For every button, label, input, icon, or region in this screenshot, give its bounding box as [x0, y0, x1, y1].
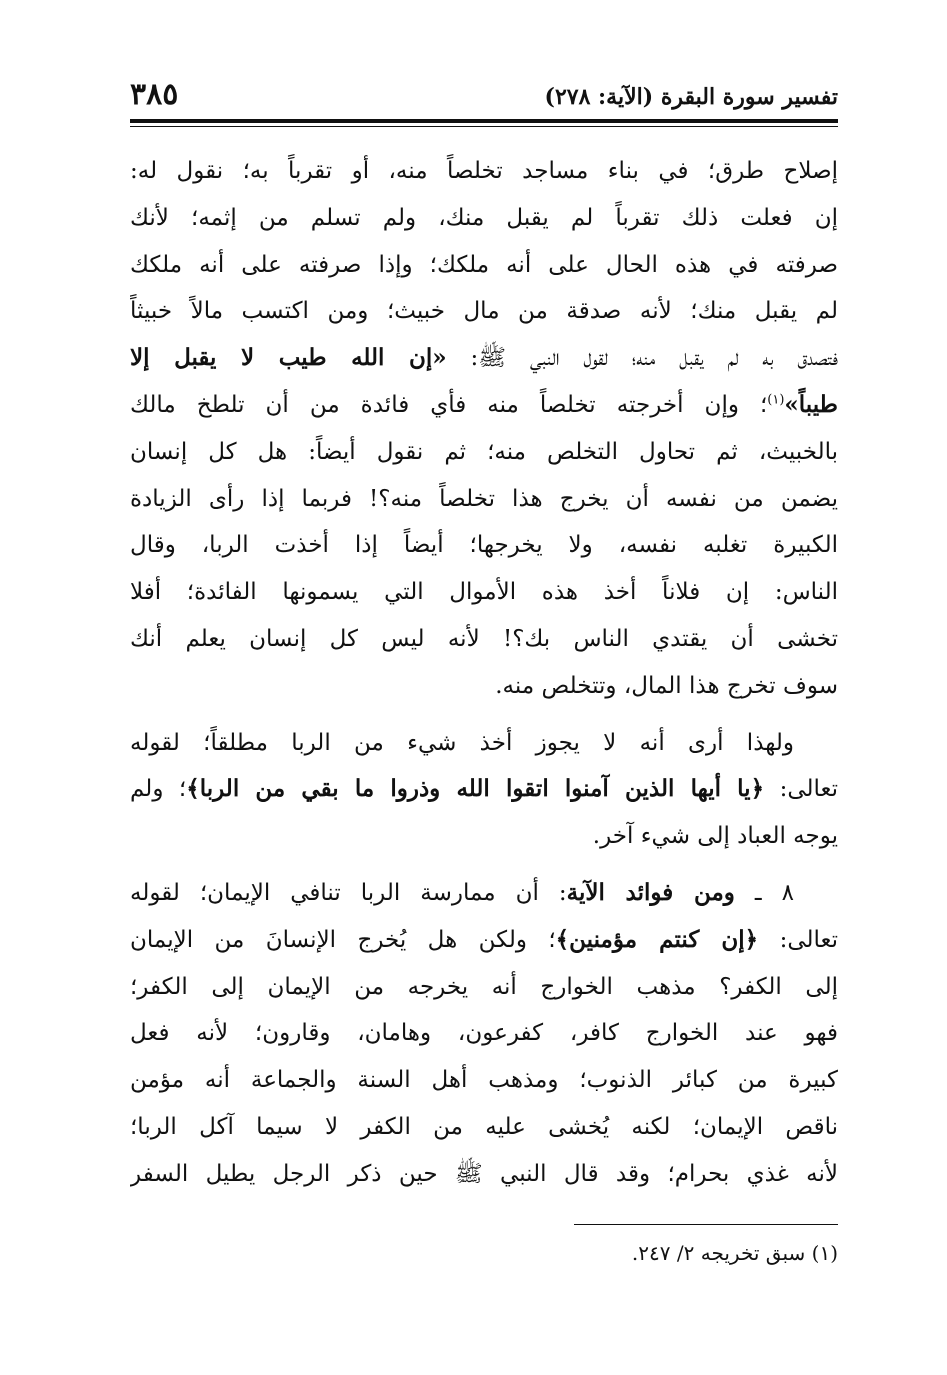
page-header: [130, 76, 838, 116]
text-line: الكبيرة تغلبه نفسه، ولا يخرجها؛ أيضاً إذا أخذت الربا، وقال: [130, 532, 838, 559]
text-run: ؛ وإن أخرجته تخلصاً منه فأي فائدة من أن تلطخ مالك: [130, 391, 768, 418]
text-line: بالخبيث، ثم تحاول التخلص منه؛ ثم نقول أيضاً: هل كل إنسان: [130, 438, 838, 465]
header-rule-thick: [130, 119, 838, 123]
text-line: يضمن من نفسه أن يخرج هذا تخلصاً منه؟! فربما إذا رأى الزيادة: [130, 485, 838, 512]
quran-verse: ﴿إن كنتم مؤمنين﴾: [555, 925, 759, 953]
text-run: تعالى:: [758, 926, 838, 953]
header-rule-thin: [130, 126, 838, 127]
text-line: سوف تخرج هذا المال، وتتخلص منه.: [495, 672, 838, 699]
text-run: ؛ ولكن هل يُخرج الإنسانَ من الإيمان: [130, 926, 556, 953]
paragraph-3: [130, 870, 838, 1198]
paragraph-gap: [130, 860, 838, 870]
text-line: صرفته في هذه الحال على أنه ملكك؛ وإذا صرفته على أنه ملكك: [130, 251, 838, 278]
footnote-rule: [574, 1224, 838, 1225]
section-heading: ومن فوائد الآية: [566, 878, 735, 906]
text-line: الناس: إن فلاناً أخذ هذه الأموال التي يسمونها الفائدة؛ أفلا: [130, 579, 838, 606]
text-run: ٨ ـ: [734, 879, 794, 906]
text-line: فهو عند الخوارج كافر، كفرعون، وهامان، وقارون؛ لأنه فعل: [130, 1020, 838, 1047]
text-line: [130, 917, 838, 964]
paragraph-gap: [130, 710, 838, 720]
hadith-quote-end: طيباً»: [784, 390, 838, 418]
running-title: تفسير سورة البقرة (الآية: ٢٧٨): [544, 84, 838, 110]
text-run: ؛ ولم: [130, 776, 187, 803]
text-line: يوجه العباد إلى شيء آخر.: [592, 823, 838, 850]
text-line: لم يقبل منك؛ لأنه صدقة من مال خبيث؛ ومن اكتسب مالاً خبيثاً: [130, 298, 838, 325]
text-line: ولهذا أرى أنه لا يجوز أخذ شيء من الربا مطلقاً؛ لقوله: [130, 729, 794, 756]
hadith-quote: «إن الله طيب لا يقبل إلا: [130, 344, 447, 372]
paragraph-2: [130, 720, 838, 860]
text-run: فتصدق به لم يقبل منه؛ لقول النبي ﷺ:: [446, 345, 838, 372]
text-line: [130, 766, 838, 813]
text-run: : أن ممارسة الربا تنافي الإيمان؛ لقوله: [130, 879, 567, 906]
text-line: [130, 382, 838, 429]
text-line: كبيرة من كبائر الذنوب؛ ومذهب أهل السنة والجماعة أنه مؤمن: [130, 1067, 838, 1094]
text-run: تعالى:: [764, 776, 838, 803]
text-line: إن فعلت ذلك تقرباً لم يقبل منك، ولم تسلم من إثمه؛ لأنك: [130, 204, 838, 231]
text-line: إصلاح طرق؛ في بناء مساجد تخلصاً منه، أو تقرباً به؛ نقول له:: [130, 158, 838, 184]
main-text: [130, 148, 838, 1198]
footnote-ref: (١): [767, 392, 785, 408]
text-line: ناقص الإيمان؛ لكنه يُخشى عليه من الكفر لا سيما آكل الربا؛: [130, 1113, 838, 1140]
footnote: (١) سبق تخريجه ٢/ ٢٤٧.: [631, 1241, 838, 1265]
quran-verse: ﴿يا أيها الذين آمنوا اتقوا الله وذروا ما بقي من الربا﴾: [186, 775, 765, 803]
text-line: لأنه غذي بحرام؛ وقد قال النبي ﷺ حين ذكر الرجل يطيل السفر: [130, 1160, 838, 1187]
paragraph-1: [130, 148, 838, 710]
text-line: [130, 870, 838, 917]
text-line: [130, 335, 838, 382]
page-number: ٣٨٥: [130, 77, 179, 112]
text-line: تخشى أن يقتدي الناس بك؟! لأنه ليس كل إنسان يعلم أنك: [130, 625, 838, 652]
text-line: إلى الكفر؟ مذهب الخوارج أنه يخرجه من الإيمان إلى الكفر؛: [130, 973, 838, 1000]
